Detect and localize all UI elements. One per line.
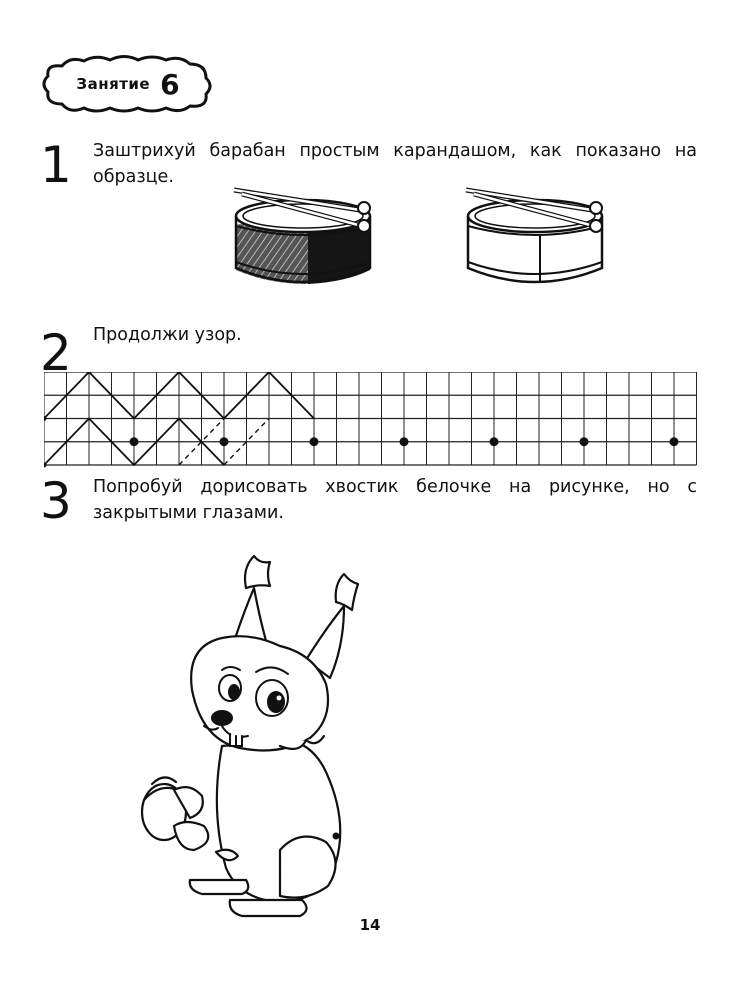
guide-dot bbox=[310, 437, 319, 446]
guide-dot bbox=[490, 437, 499, 446]
task-2-number: 2 bbox=[40, 324, 72, 382]
page-number: 14 bbox=[359, 916, 381, 934]
guide-dot bbox=[670, 437, 679, 446]
squirrel-illustration bbox=[130, 550, 370, 930]
task-3-number: 3 bbox=[40, 472, 72, 530]
guide-dot bbox=[580, 437, 589, 446]
drum-example-icon bbox=[228, 186, 378, 298]
guide-dot bbox=[220, 437, 229, 446]
task-2-text: Продолжи узор. bbox=[93, 325, 242, 345]
guide-dot bbox=[130, 437, 139, 446]
task-1-number: 1 bbox=[40, 136, 72, 194]
lesson-badge bbox=[40, 52, 216, 116]
pattern-grid bbox=[44, 372, 700, 468]
drum-outline-icon bbox=[460, 186, 610, 298]
lesson-number: 6 bbox=[160, 67, 180, 101]
guide-dot bbox=[400, 437, 409, 446]
task-3-text: Попробуй дорисовать хвостик белочке на рисунке, но с закрытыми глазами. bbox=[93, 477, 697, 523]
lesson-word: Занятие bbox=[76, 75, 151, 93]
task-1-text: Заштрихуй барабан простым карандашом, как показано на образце. bbox=[93, 141, 697, 187]
